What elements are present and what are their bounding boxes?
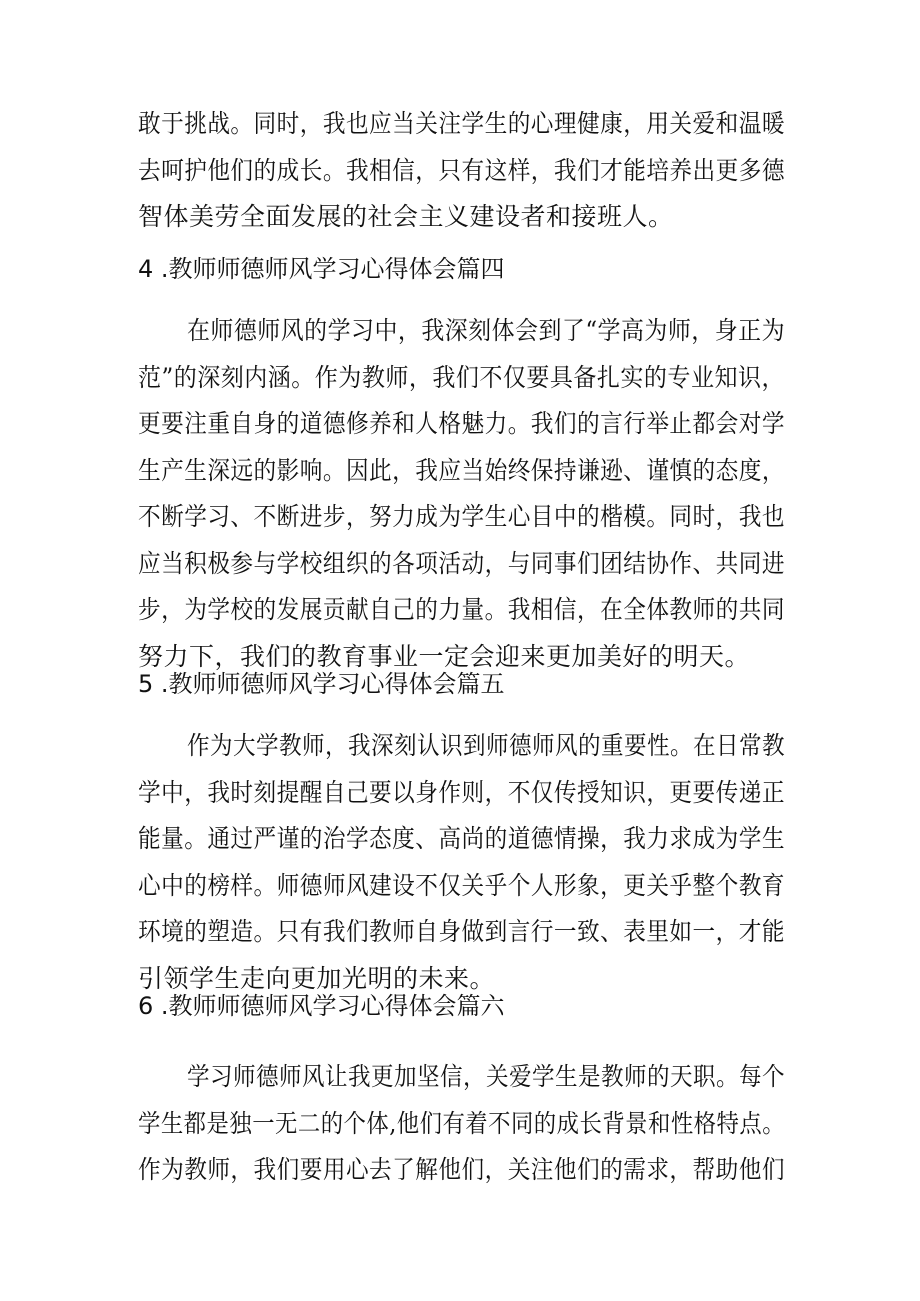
paragraph-line: 去呵护他们的成长。我相信，只有这样，我们才能培养出更多德 xyxy=(138,155,785,185)
section-heading-5: 5 .教师师德师风学习心得体会篇五 xyxy=(138,670,505,698)
section-6-body xyxy=(0,1054,920,1194)
paragraph xyxy=(0,308,920,680)
paragraph-first-line: 在师德师风的学习中，我深刻体会到了“学高为师，身正为 xyxy=(187,316,786,345)
paragraph-line: 应当积极参与学校组织的各项活动，与同事们团结协作、共同进 xyxy=(138,548,785,578)
paragraph-line: 生产生深远的影响。因此，我应当始终保持谦逊、谨慎的态度， xyxy=(138,455,785,485)
paragraph xyxy=(0,723,920,1002)
paragraph-line: 不断学习、不断进步，努力成为学生心目中的楷模。同时，我也 xyxy=(138,502,785,531)
paragraph-line: 作为教师，我们要用心去了解他们，关注他们的需求，帮助他们 xyxy=(138,1155,785,1184)
paragraph-line: 能量。通过严谨的治学态度、高尚的道德情操，我力求成为学生 xyxy=(138,824,785,853)
paragraph xyxy=(0,1054,920,1194)
paragraph-line: 智体美劳全面发展的社会主义建设者和接班人。 xyxy=(138,202,674,231)
paragraph-line: 努力下，我们的教育事业一定会迎来更加美好的明天。 xyxy=(138,641,751,671)
paragraph-continuation xyxy=(0,101,920,241)
paragraph xyxy=(0,101,920,241)
paragraph-line: 环境的塑造。只有我们教师自身做到言行一致、表里如一，才能 xyxy=(138,917,785,946)
paragraph-line: 范”的深刻内涵。作为教师，我们不仅要具备扎实的专业知识， xyxy=(138,362,785,392)
section-heading-4: 4 .教师师德师风学习心得体会篇四 xyxy=(138,255,505,283)
paragraph-line: 步，为学校的发展贡献自己的力量。我相信，在全体教师的共同 xyxy=(138,595,785,624)
paragraph-line: 敢于挑战。同时，我也应当关注学生的心理健康，用关爱和温暖 xyxy=(138,109,785,138)
paragraph-line: 心中的榜样。师德师风建设不仅关乎个人形象，更关乎整个教育 xyxy=(138,870,785,900)
paragraph-line: 引领学生走向更加光明的未来。 xyxy=(138,963,496,993)
section-4-body xyxy=(0,308,920,680)
paragraph-first-line: 学习师德师风让我更加坚信，关爱学生是教师的天职。每个 xyxy=(187,1062,785,1091)
paragraph-first-line: 作为大学教师，我深刻认识到师德师风的重要性。在日常教 xyxy=(187,731,785,760)
paragraph-line: 学生都是独一无二的个体,他们有着不同的成长背景和性格特点。 xyxy=(138,1108,786,1138)
section-heading-6: 6 .教师师德师风学习心得体会篇六 xyxy=(138,992,505,1020)
paragraph-line: 学中，我时刻提醒自己要以身作则，不仅传授知识，更要传递正 xyxy=(138,777,785,807)
section-5-body xyxy=(0,723,920,1002)
paragraph-line: 更要注重自身的道德修养和人格魅力。我们的言行举止都会对学 xyxy=(138,409,785,438)
